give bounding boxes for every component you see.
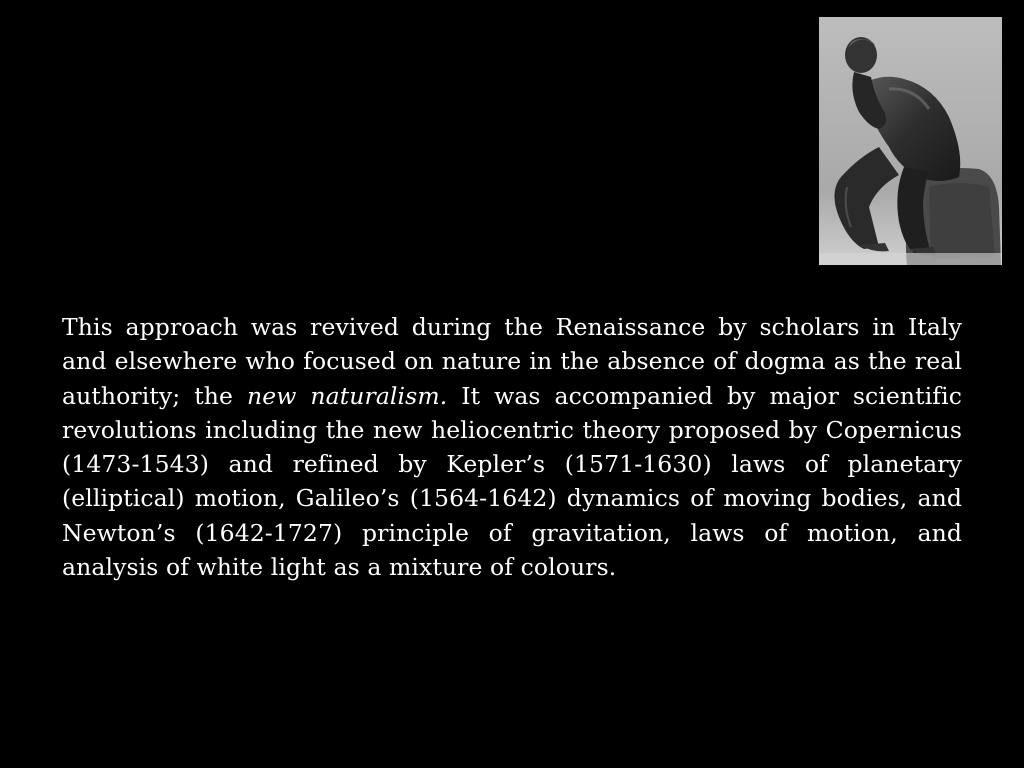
sculpture-photo-icon [819, 17, 1002, 265]
paragraph-text-part1: This approach was revived during the Renaissance by scholars in Italy and elsewhere who focused on nature in the absence of dogma as the real authority; the [62, 313, 962, 410]
thinker-sculpture-image [819, 17, 1002, 265]
body-paragraph [62, 310, 962, 584]
paragraph-emphasis: new naturalism. [246, 381, 448, 410]
paragraph-text-part2: It was accompanied by major scientific revolutions including the new heliocentric theory proposed by Copernicus (1473-1543) and refined by Kepler’s (1571-1630) laws of planetary (elliptical) motion, Galileo’s (1564-1642) dynamics of moving bodies, and Newton’s (1642-1727) principle of gravitation, laws of motion, and analysis of white light as a mixture of colours. [62, 381, 962, 582]
